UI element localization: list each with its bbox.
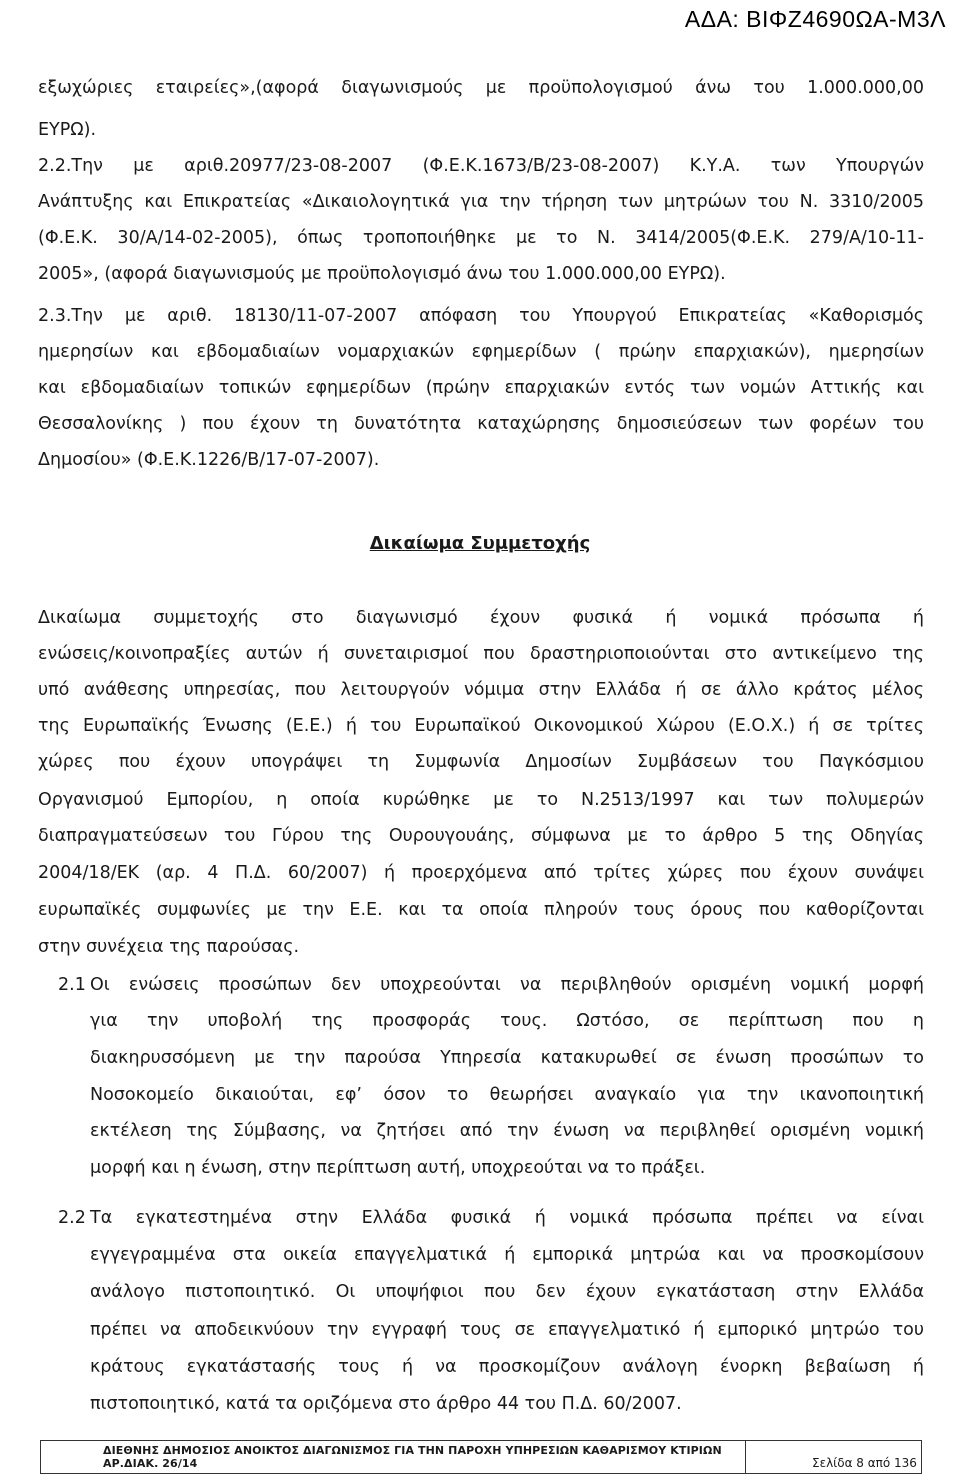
text-line: Νοσοκομείο δικαιούται, εφ’ όσον το θεωρήσει αναγκαίο για την ικανοποιητική [90,1085,924,1105]
text-line: ΕΥΡΩ). [38,120,97,140]
text-line: της Ευρωπαϊκής Ένωσης (Ε.Ε.) ή του Ευρωπαϊκού Οικονομικού Χώρου (Ε.Ο.Χ.) ή σε τρίτες [38,716,924,736]
ada-code: ΑΔΑ: ΒΙΦΖ4690ΩΑ-Μ3Λ [684,6,946,32]
text-line: Οι ενώσεις προσώπων δεν υποχρεούνται να περιβληθούν ορισμένη νομική μορφή [90,975,924,995]
text-line: εγγεγραμμένα στα οικεία επαγγελματικά ή εμπορικά μητρώα και να προσκομίσουν [90,1245,924,1265]
text-line: 2.2.Την με αριθ.20977/23-08-2007 (Φ.Ε.Κ.1673/Β/23-08-2007) Κ.Υ.Α. των Υπουργών [38,156,924,176]
text-line: και εβδομαδιαίων τοπικών εφημερίδων (πρώην επαρχιακών εντός των νομών Αττικής και [38,378,924,398]
text-line: 2004/18/ΕΚ (αρ. 4 Π.Δ. 60/2007) ή προερχόμενα από τρίτες χώρες που έχουν συνάψει [38,863,924,883]
text-line: ημερησίων και εβδομαδιαίων νομαρχιακών εφημερίδων ( πρώην επαρχιακών), ημερησίων [38,342,924,362]
item-number: 2.2 [58,1208,86,1228]
text-line: εκτέλεση της Σύμβασης, να ζητήσει από την ένωση να περιβληθεί ορισμένη νομική [90,1121,924,1141]
text-line: Δημοσίου» (Φ.Ε.Κ.1226/Β/17-07-2007). [38,450,380,470]
text-line: Οργανισμού Εμπορίου, η οποία κυρώθηκε με το Ν.2513/1997 και των πολυμερών [38,790,924,810]
section-heading: Δικαίωμα Συμμετοχής [369,533,591,554]
text-line: πρέπει να αποδεικνύουν την εγγραφή τους σε επαγγελματικό ή εμπορικό μητρώο του [90,1320,924,1340]
text-line: μορφή και η ένωση, στην περίπτωση αυτή, υποχρεούται να το πράξει. [90,1158,706,1178]
text-line: Ανάπτυξης και Επικρατείας «Δικαιολογητικά για την τήρηση των μητρώων του Ν. 3310/2005 [38,192,924,212]
text-line: ευρωπαϊκές συμφωνίες με την Ε.Ε. και τα οποία πληρούν τους όρους που καθορίζονται [38,900,924,920]
page-number: Σελίδα 8 από 136 [812,1456,917,1470]
page-footer [40,1440,922,1474]
text-line: (Φ.Ε.Κ. 30/Α/14-02-2005), όπως τροποποιήθηκε με το Ν. 3414/2005(Φ.Ε.Κ. 279/Α/10-11- [38,228,924,248]
footer-title: ΔΙΕΘΝΗΣ ΔΗΜΟΣΙΟΣ ΑΝΟΙΚΤΟΣ ΔΙΑΓΩΝΙΣΜΟΣ ΓΙΑ ΤΗΝ ΠΑΡΟΧΗ ΥΠΗΡΕΣΙΩΝ ΚΑΘΑΡΙΣΜΟΥ ΚΤΙΡΙΩΝ ΑΡ.ΔΙΑΚ. 26/14 [41,1441,746,1473]
item-number: 2.1 [58,975,86,995]
text-line: κράτους εγκατάστασής τους ή να προσκομίζουν ανάλογη ένορκη βεβαίωση ή [90,1357,924,1377]
text-line: Θεσσαλονίκης ) που έχουν τη δυνατότητα καταχώρησης δημοσιεύσεων των φορέων του [38,414,924,434]
text-line: για την υποβολή της προσφοράς τους. Ωστόσο, σε περίπτωση που η [90,1011,924,1031]
text-line: διαπραγματεύσεων του Γύρου της Ουρουγουάης, σύμφωνα με το άρθρο 5 της Οδηγίας [38,826,924,846]
text-line: στην συνέχεια της παρούσας. [38,937,300,957]
text-line: Τα εγκατεστημένα στην Ελλάδα φυσικά ή νομικά πρόσωπα πρέπει να είναι [90,1208,924,1228]
text-line: Δικαίωμα συμμετοχής στο διαγωνισμό έχουν φυσικά ή νομικά πρόσωπα ή [38,608,924,628]
text-line: υπό ανάθεσης υπηρεσίας, που λειτουργούν νόμιμα στην Ελλάδα ή σε άλλο κράτος μέλος [38,680,924,700]
text-line: 2005», (αφορά διαγωνισμούς με προϋπολογισμό άνω του 1.000.000,00 ΕΥΡΩ). [38,264,726,284]
text-line: πιστοποιητικό, κατά τα οριζόμενα στο άρθρο 44 του Π.Δ. 60/2007. [90,1394,682,1414]
text-line: εξωχώριες εταιρείες»,(αφορά διαγωνισμούς με προϋπολογισμού άνω του 1.000.000,00 [38,78,924,98]
text-line: ανάλογο πιστοποιητικό. Οι υποψήφιοι που δεν έχουν εγκατάσταση στην Ελλάδα [90,1282,924,1302]
text-line: ενώσεις/κοινοπραξίες αυτών ή συνεταιρισμοί που δραστηριοποιούνται στο αντικείμενο της [38,644,924,664]
text-line: 2.3.Την με αριθ. 18130/11-07-2007 απόφαση του Υπουργού Επικρατείας «Καθορισμός [38,306,924,326]
text-line: διακηρυσσόμενη με την παρούσα Υπηρεσία κατακυρωθεί σε ένωση προσώπων το [90,1048,924,1068]
text-line: χώρες που έχουν υπογράψει τη Συμφωνία Δημοσίων Συμβάσεων του Παγκόσμιου [38,752,924,772]
